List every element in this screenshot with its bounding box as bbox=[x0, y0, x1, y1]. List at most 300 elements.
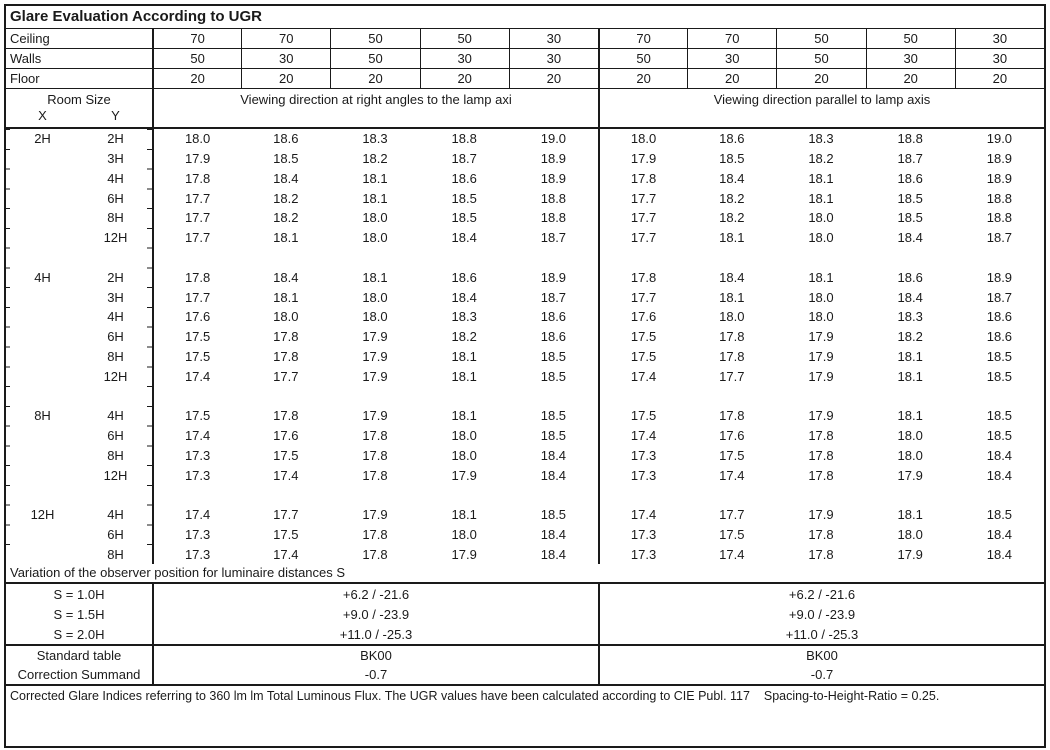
ugr-value: 18.6 bbox=[451, 269, 477, 285]
ugr-value: 17.4 bbox=[598, 426, 687, 446]
room-y-label: 8H bbox=[107, 546, 124, 562]
surface-value: 50 bbox=[776, 29, 865, 48]
ugr-value bbox=[866, 248, 955, 268]
surface-value: 20 bbox=[509, 69, 598, 88]
room-x-label bbox=[6, 465, 79, 485]
ugr-value: 17.8 bbox=[273, 348, 299, 364]
room-y-label: 2H bbox=[107, 269, 124, 285]
ugr-value: 18.2 bbox=[897, 329, 923, 345]
ugr-value: 18.4 bbox=[540, 526, 567, 542]
surface-value: 20 bbox=[330, 69, 419, 88]
ugr-value: 18.4 bbox=[451, 289, 477, 305]
ugr-value: 18.5 bbox=[540, 408, 567, 424]
ugr-value: 18.1 bbox=[897, 368, 923, 384]
ugr-value: 18.6 bbox=[986, 309, 1013, 325]
ugr-value: 18.6 bbox=[719, 131, 745, 147]
ugr-value: 18.7 bbox=[451, 151, 477, 167]
ugr-value: 17.4 bbox=[273, 467, 299, 483]
s-correction-right: +11.0 / -25.3 bbox=[598, 624, 1044, 644]
ugr-value: 17.8 bbox=[808, 546, 834, 562]
surface-reflectance-rows bbox=[6, 29, 1044, 89]
ugr-value: 18.5 bbox=[451, 210, 477, 226]
ugr-value bbox=[241, 485, 330, 505]
ugr-value: 17.9 bbox=[152, 149, 241, 169]
room-x-label: 2H bbox=[34, 131, 51, 147]
ugr-value: 17.8 bbox=[362, 467, 388, 483]
ugr-value: 18.0 bbox=[362, 289, 388, 305]
ugr-value: 17.8 bbox=[719, 408, 745, 424]
ugr-value bbox=[955, 485, 1044, 505]
ugr-value: 17.4 bbox=[273, 546, 299, 562]
surface-value: 30 bbox=[687, 49, 776, 68]
ugr-value: 18.1 bbox=[451, 368, 477, 384]
room-y-label: 6H bbox=[107, 329, 124, 345]
ugr-value: 18.1 bbox=[451, 408, 477, 424]
ugr-value: 18.4 bbox=[540, 447, 567, 463]
variation-section-label: Variation of the observer position for luminaire distances S bbox=[6, 564, 1044, 584]
ugr-value: 17.6 bbox=[598, 307, 687, 327]
ugr-value: 17.6 bbox=[273, 427, 299, 443]
ugr-value: 18.8 bbox=[540, 190, 567, 206]
ugr-value: 18.7 bbox=[897, 151, 923, 167]
room-y-label: 6H bbox=[107, 190, 124, 206]
surface-value: 20 bbox=[241, 69, 330, 88]
summary-value-left: BK00 bbox=[152, 646, 598, 665]
surface-value: 70 bbox=[152, 29, 241, 48]
ugr-value: 17.3 bbox=[152, 544, 241, 564]
room-x-label bbox=[6, 327, 79, 347]
observer-distance-rows bbox=[6, 584, 1044, 646]
ugr-value: 17.9 bbox=[808, 507, 834, 523]
ugr-value: 18.6 bbox=[540, 309, 567, 325]
ugr-value: 17.9 bbox=[897, 546, 923, 562]
ugr-value: 17.4 bbox=[598, 505, 687, 525]
ugr-value: 17.3 bbox=[152, 524, 241, 544]
summary-label: Standard table bbox=[36, 648, 122, 663]
ugr-value bbox=[776, 386, 865, 406]
x-axis-label: X bbox=[38, 108, 47, 123]
surface-value: 50 bbox=[330, 49, 419, 68]
ugr-value: 18.7 bbox=[540, 230, 567, 246]
ugr-value: 18.9 bbox=[540, 170, 567, 186]
ugr-value bbox=[152, 248, 241, 268]
ugr-value: 17.9 bbox=[808, 348, 834, 364]
room-y-label: 8H bbox=[107, 447, 124, 463]
room-y-label: 12H bbox=[103, 467, 128, 483]
ugr-value: 17.3 bbox=[152, 445, 241, 465]
ugr-value: 17.5 bbox=[598, 327, 687, 347]
room-y-label: 6H bbox=[107, 526, 124, 542]
room-x-label: 4H bbox=[34, 269, 51, 285]
ugr-value: 17.7 bbox=[152, 208, 241, 228]
ugr-value: 18.0 bbox=[451, 526, 477, 542]
s-correction-left: +6.2 / -21.6 bbox=[152, 584, 598, 604]
ugr-value: 18.7 bbox=[986, 230, 1013, 246]
ugr-value: 19.0 bbox=[986, 131, 1013, 147]
ugr-value bbox=[509, 248, 598, 268]
surface-value: 30 bbox=[509, 49, 598, 68]
ugr-value: 18.8 bbox=[451, 131, 477, 147]
ugr-value: 17.9 bbox=[451, 546, 477, 562]
ugr-value: 18.0 bbox=[451, 447, 477, 463]
room-x-label bbox=[6, 445, 79, 465]
summary-value-left: -0.7 bbox=[152, 665, 598, 684]
room-y-label bbox=[79, 248, 152, 268]
ugr-value: 17.7 bbox=[598, 208, 687, 228]
ugr-value bbox=[598, 386, 687, 406]
room-x-label bbox=[6, 169, 79, 189]
room-x-label bbox=[6, 149, 79, 169]
surface-value: 20 bbox=[955, 69, 1044, 88]
footer-note: Corrected Glare Indices referring to 360 lm lm Total Luminous Flux. The UGR values have been calculated according to CIE Publ. 117 Spacing-to-Height-Ratio = 0.25. bbox=[10, 689, 940, 703]
room-y-label: 8H bbox=[107, 210, 124, 226]
ugr-value: 17.5 bbox=[719, 447, 745, 463]
ugr-value bbox=[241, 248, 330, 268]
ugr-value: 18.6 bbox=[897, 170, 923, 186]
ugr-value bbox=[776, 248, 865, 268]
surface-value: 50 bbox=[420, 29, 509, 48]
room-size-header-cell bbox=[6, 89, 152, 127]
ugr-value: 18.4 bbox=[986, 526, 1013, 542]
ugr-value: 17.8 bbox=[719, 348, 745, 364]
ugr-value: 18.5 bbox=[986, 348, 1013, 364]
room-x-label bbox=[6, 524, 79, 544]
ugr-value: 18.6 bbox=[273, 131, 299, 147]
surface-value: 30 bbox=[866, 49, 955, 68]
ugr-value: 17.8 bbox=[719, 329, 745, 345]
room-x-label bbox=[6, 347, 79, 367]
ugr-value bbox=[152, 485, 241, 505]
ugr-value bbox=[330, 386, 419, 406]
ugr-value: 17.4 bbox=[719, 467, 745, 483]
ugr-value: 17.6 bbox=[719, 427, 745, 443]
surface-label: Ceiling bbox=[10, 31, 50, 46]
room-x-label bbox=[6, 248, 79, 268]
ugr-value: 18.5 bbox=[540, 427, 567, 443]
surface-value: 70 bbox=[687, 29, 776, 48]
surface-value: 50 bbox=[866, 29, 955, 48]
ugr-value: 17.8 bbox=[273, 329, 299, 345]
ugr-value: 18.4 bbox=[986, 546, 1013, 562]
room-x-label bbox=[6, 228, 79, 248]
ugr-value: 18.2 bbox=[273, 210, 299, 226]
room-x-label bbox=[6, 208, 79, 228]
ugr-value: 18.2 bbox=[451, 329, 477, 345]
surface-value: 30 bbox=[955, 49, 1044, 68]
ugr-value: 18.6 bbox=[540, 329, 567, 345]
s-distance-label: S = 2.0H bbox=[53, 626, 105, 642]
surface-value: 30 bbox=[420, 49, 509, 68]
surface-value: 30 bbox=[241, 49, 330, 68]
ugr-value bbox=[420, 248, 509, 268]
ugr-value: 18.5 bbox=[540, 507, 567, 523]
room-y-label: 12H bbox=[103, 368, 128, 384]
ugr-value: 17.9 bbox=[362, 329, 388, 345]
ugr-value: 17.9 bbox=[808, 368, 834, 384]
surface-value: 50 bbox=[330, 29, 419, 48]
ugr-value bbox=[330, 248, 419, 268]
surface-value: 70 bbox=[598, 29, 687, 48]
ugr-value: 18.1 bbox=[897, 348, 923, 364]
room-y-label: 4H bbox=[107, 408, 124, 424]
ugr-value: 18.4 bbox=[540, 546, 567, 562]
room-y-label: 8H bbox=[107, 348, 124, 364]
ugr-value: 17.5 bbox=[719, 526, 745, 542]
room-x-label: 8H bbox=[34, 408, 51, 424]
room-y-label: 4H bbox=[107, 170, 124, 186]
ugr-value: 18.3 bbox=[808, 131, 834, 147]
ugr-value: 18.8 bbox=[540, 210, 567, 226]
ugr-value: 18.1 bbox=[719, 230, 745, 246]
ugr-value: 18.7 bbox=[540, 289, 567, 305]
ugr-value: 18.4 bbox=[897, 230, 923, 246]
ugr-value bbox=[955, 248, 1044, 268]
ugr-value bbox=[420, 386, 509, 406]
ugr-value: 18.5 bbox=[451, 190, 477, 206]
ugr-value: 18.4 bbox=[273, 170, 299, 186]
room-y-label bbox=[79, 485, 152, 505]
ugr-value: 18.0 bbox=[273, 309, 299, 325]
ugr-value: 17.8 bbox=[598, 169, 687, 189]
ugr-value: 17.7 bbox=[152, 287, 241, 307]
ugr-value: 17.8 bbox=[362, 447, 388, 463]
ugr-value: 18.4 bbox=[986, 447, 1013, 463]
ugr-value: 18.0 bbox=[362, 309, 388, 325]
ugr-value: 18.2 bbox=[719, 190, 745, 206]
ugr-value: 18.9 bbox=[986, 170, 1013, 186]
ugr-value: 18.0 bbox=[897, 427, 923, 443]
surface-value: 20 bbox=[420, 69, 509, 88]
ugr-value: 17.4 bbox=[598, 366, 687, 386]
ugr-value: 18.5 bbox=[540, 348, 567, 364]
surface-param-row bbox=[6, 29, 1044, 49]
ugr-value: 17.8 bbox=[152, 267, 241, 287]
ugr-value: 18.1 bbox=[362, 170, 388, 186]
ugr-value: 18.4 bbox=[719, 269, 745, 285]
ugr-value: 18.4 bbox=[451, 230, 477, 246]
ugr-value: 17.8 bbox=[808, 467, 834, 483]
ugr-value: 17.8 bbox=[152, 169, 241, 189]
ugr-value: 17.9 bbox=[451, 467, 477, 483]
ugr-value: 18.0 bbox=[152, 129, 241, 149]
s-correction-right: +6.2 / -21.6 bbox=[598, 584, 1044, 604]
s-correction-left: +11.0 / -25.3 bbox=[152, 624, 598, 644]
s-distance-label: S = 1.0H bbox=[53, 586, 105, 602]
ugr-value: 18.0 bbox=[719, 309, 745, 325]
surface-value: 70 bbox=[241, 29, 330, 48]
ugr-value bbox=[598, 248, 687, 268]
ugr-value: 17.4 bbox=[152, 505, 241, 525]
surface-value: 50 bbox=[598, 49, 687, 68]
ugr-value: 18.0 bbox=[598, 129, 687, 149]
room-y-label: 12H bbox=[103, 230, 128, 246]
room-y-label: 4H bbox=[107, 507, 124, 523]
ugr-value: 18.1 bbox=[719, 289, 745, 305]
ugr-value: 18.9 bbox=[986, 269, 1013, 285]
ugr-value: 18.7 bbox=[986, 289, 1013, 305]
ugr-value: 17.8 bbox=[598, 267, 687, 287]
ugr-value: 18.3 bbox=[897, 309, 923, 325]
ugr-value: 18.5 bbox=[273, 151, 299, 167]
ugr-value: 17.4 bbox=[719, 546, 745, 562]
ugr-table bbox=[4, 4, 1046, 748]
ugr-value bbox=[509, 386, 598, 406]
ugr-value: 17.9 bbox=[598, 149, 687, 169]
ugr-value: 18.1 bbox=[808, 170, 834, 186]
ugr-value: 18.3 bbox=[451, 309, 477, 325]
ugr-value: 18.9 bbox=[540, 269, 567, 285]
ugr-value bbox=[866, 386, 955, 406]
ugr-value: 18.0 bbox=[808, 210, 834, 226]
ugr-value: 17.7 bbox=[719, 507, 745, 523]
ugr-value: 17.9 bbox=[362, 368, 388, 384]
surface-value: 50 bbox=[776, 49, 865, 68]
ugr-value: 17.9 bbox=[362, 408, 388, 424]
ugr-value: 18.4 bbox=[897, 289, 923, 305]
ugr-value: 18.5 bbox=[986, 507, 1013, 523]
ugr-value: 18.0 bbox=[362, 210, 388, 226]
room-y-label: 4H bbox=[107, 309, 124, 325]
viewing-direction-left-header: Viewing direction at right angles to the lamp axi bbox=[152, 89, 598, 127]
surface-label: Walls bbox=[10, 51, 42, 66]
ugr-value: 18.0 bbox=[808, 289, 834, 305]
ugr-value: 18.1 bbox=[362, 269, 388, 285]
ugr-value: 17.7 bbox=[152, 228, 241, 248]
surface-value: 30 bbox=[955, 29, 1044, 48]
ugr-value: 17.8 bbox=[273, 408, 299, 424]
ugr-value: 17.3 bbox=[152, 465, 241, 485]
surface-value: 50 bbox=[152, 49, 241, 68]
ugr-value: 17.3 bbox=[598, 544, 687, 564]
surface-value: 20 bbox=[152, 69, 241, 88]
room-x-label bbox=[6, 287, 79, 307]
ugr-value: 17.8 bbox=[362, 546, 388, 562]
ugr-value: 18.6 bbox=[986, 329, 1013, 345]
s-correction-right: +9.0 / -23.9 bbox=[598, 604, 1044, 624]
ugr-value: 18.8 bbox=[986, 190, 1013, 206]
room-x-label bbox=[6, 426, 79, 446]
ugr-value bbox=[420, 485, 509, 505]
ugr-value: 17.3 bbox=[598, 524, 687, 544]
ugr-value: 18.5 bbox=[986, 427, 1013, 443]
summary-value-right: BK00 bbox=[598, 646, 1044, 665]
s-correction-left: +9.0 / -23.9 bbox=[152, 604, 598, 624]
ugr-value: 17.7 bbox=[273, 368, 299, 384]
ugr-value: 18.2 bbox=[808, 151, 834, 167]
ugr-value bbox=[687, 485, 776, 505]
ugr-value bbox=[509, 485, 598, 505]
ugr-value: 18.1 bbox=[273, 230, 299, 246]
ugr-value: 18.0 bbox=[897, 526, 923, 542]
ugr-value: 17.9 bbox=[897, 467, 923, 483]
ugr-value: 18.1 bbox=[273, 289, 299, 305]
column-header-row bbox=[6, 89, 1044, 129]
surface-param-row bbox=[6, 49, 1044, 69]
ugr-value: 17.8 bbox=[808, 447, 834, 463]
ugr-value: 18.1 bbox=[362, 190, 388, 206]
ugr-value: 17.8 bbox=[362, 427, 388, 443]
ugr-value bbox=[687, 386, 776, 406]
summary-value-right: -0.7 bbox=[598, 665, 1044, 684]
summary-rows bbox=[6, 646, 1044, 686]
ugr-value: 18.0 bbox=[808, 309, 834, 325]
ugr-value: 17.9 bbox=[362, 348, 388, 364]
room-x-label bbox=[6, 366, 79, 386]
ugr-value: 18.1 bbox=[808, 269, 834, 285]
ugr-value: 18.0 bbox=[808, 230, 834, 246]
ugr-value: 18.6 bbox=[897, 269, 923, 285]
room-x-label bbox=[6, 188, 79, 208]
ugr-value: 18.8 bbox=[897, 131, 923, 147]
surface-value: 20 bbox=[598, 69, 687, 88]
ugr-value: 18.4 bbox=[273, 269, 299, 285]
room-x-label bbox=[6, 307, 79, 327]
ugr-value bbox=[241, 386, 330, 406]
ugr-value: 18.2 bbox=[719, 210, 745, 226]
ugr-value: 18.1 bbox=[897, 408, 923, 424]
ugr-value: 17.4 bbox=[152, 426, 241, 446]
ugr-value: 17.4 bbox=[152, 366, 241, 386]
summary-label: Correction Summand bbox=[17, 667, 141, 682]
ugr-value: 17.5 bbox=[273, 526, 299, 542]
y-axis-label: Y bbox=[111, 108, 120, 123]
surface-label: Floor bbox=[10, 71, 40, 86]
ugr-value: 17.3 bbox=[598, 445, 687, 465]
ugr-value: 17.9 bbox=[362, 507, 388, 523]
ugr-value bbox=[776, 485, 865, 505]
ugr-value: 17.6 bbox=[152, 307, 241, 327]
ugr-value: 18.5 bbox=[986, 408, 1013, 424]
ugr-value: 18.2 bbox=[273, 190, 299, 206]
surface-value: 20 bbox=[687, 69, 776, 88]
ugr-value: 17.5 bbox=[152, 406, 241, 426]
ugr-value: 18.2 bbox=[362, 151, 388, 167]
ugr-value: 18.0 bbox=[897, 447, 923, 463]
ugr-value: 18.1 bbox=[451, 507, 477, 523]
ugr-value: 17.5 bbox=[152, 327, 241, 347]
ugr-value: 18.9 bbox=[540, 151, 567, 167]
ugr-value bbox=[598, 485, 687, 505]
ugr-value: 18.5 bbox=[897, 210, 923, 226]
ugr-value: 17.9 bbox=[808, 408, 834, 424]
surface-value: 20 bbox=[866, 69, 955, 88]
s-distance-label: S = 1.5H bbox=[53, 606, 105, 622]
ugr-value: 18.6 bbox=[451, 170, 477, 186]
room-y-label: 2H bbox=[107, 131, 124, 147]
ugr-values-grid bbox=[6, 129, 1044, 564]
ugr-value: 18.4 bbox=[719, 170, 745, 186]
ugr-value bbox=[330, 485, 419, 505]
ugr-value: 17.7 bbox=[719, 368, 745, 384]
room-x-label: 12H bbox=[30, 507, 55, 523]
table-title: Glare Evaluation According to UGR bbox=[6, 6, 1044, 29]
ugr-value: 17.7 bbox=[152, 188, 241, 208]
ugr-value bbox=[687, 248, 776, 268]
ugr-value: 17.3 bbox=[598, 465, 687, 485]
ugr-value: 18.1 bbox=[897, 507, 923, 523]
room-x-label bbox=[6, 544, 79, 564]
ugr-value: 18.1 bbox=[808, 190, 834, 206]
ugr-value: 17.5 bbox=[152, 347, 241, 367]
ugr-value: 17.7 bbox=[598, 287, 687, 307]
ugr-value: 17.8 bbox=[808, 427, 834, 443]
ugr-value: 18.4 bbox=[986, 467, 1013, 483]
room-y-label: 3H bbox=[107, 289, 124, 305]
ugr-value: 18.5 bbox=[986, 368, 1013, 384]
ugr-value: 17.7 bbox=[598, 188, 687, 208]
ugr-value: 17.5 bbox=[273, 447, 299, 463]
ugr-value: 18.0 bbox=[451, 427, 477, 443]
